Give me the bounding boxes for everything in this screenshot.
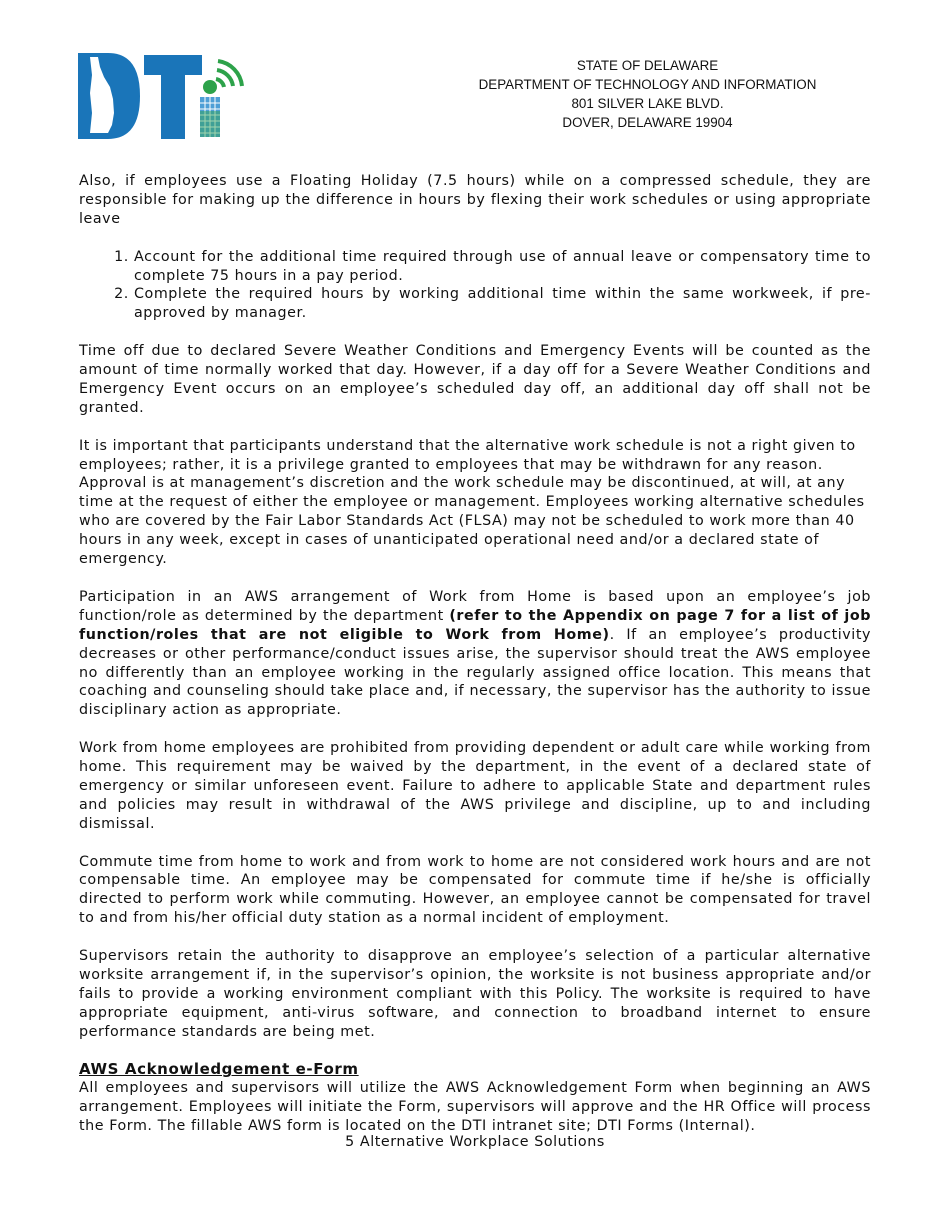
list-item: 2. Complete the required hours by working additional time within the same workweek, if pre-approved by manager. (134, 285, 871, 323)
paragraph-privilege: It is important that participants understand that the alternative work schedule is not a right given to employees; rather, it is a privilege granted to employees that may be withdrawn for any reason. Approval is at management’s discretion and the work schedule may be discontinued, at will, at any time at the request of either the employee or management. Employees working alternative schedules who are covered by the Fair Labor Standards Act (FLSA) may not be scheduled to work more than 40 hours in any week, except in cases of unanticipated operational need and/or a declared state of emergency. (79, 437, 865, 568)
paragraph-dependent-care: Work from home employees are prohibited from providing dependent or adult care while working from home. This requirement may be waived by the department, in the event of a declared state of emergency or similar unforeseen event. Failure to adhere to applicable State and department rules and policies may result in withdrawal of the AWS privilege and discipline, up to and including dismissal. (79, 740, 871, 832)
paragraph-floating-holiday: Also, if employees use a Floating Holiday (7.5 hours) while on a compressed schedule, they are responsible for making up the difference in hours by flexing their work schedules or using appropriate leave (79, 173, 871, 227)
makeup-options-list (79, 248, 871, 324)
dti-logo (78, 53, 248, 139)
participation-text-end: . If an employee’s productivity decreases or other performance/conduct issues arise, the supervisor should treat the AWS employee no differently than an employee working in the regularly assigned office location. This means that coaching and counseling should take place and, if necessary, the supervisor has the authority to issue disciplinary action as appropriate. (79, 626, 871, 719)
appendix-reference: (refer to the Appendix on page 7 for a list of job function/roles that are not eligible to Work from Home) (79, 607, 871, 643)
dti-logo-graphic (78, 53, 248, 139)
agency-address (470, 56, 825, 132)
paragraph-severe-weather: Time off due to declared Severe Weather Conditions and Emergency Events will be counted as the amount of time normally worked that day. However, if a day off for a Severe Weather Conditions and Emergency Event occurs on an employee’s scheduled day off, an additional day off shall not be granted. (79, 343, 871, 416)
participation-text-start: Participation in an AWS arrangement of Work from Home is based upon an employee’s job function/role as determined by the department (79, 588, 871, 624)
paragraph-supervisors: Supervisors retain the authority to disapprove an employee’s selection of a particular alternative worksite arrangement if, in the supervisor’s opinion, the worksite is not business appropriate and/or fails to provide a working environment compliant with this Policy. The worksite is required to have appropriate equipment, anti-virus software, and connection to broadband internet to ensure performance standards are being met. (79, 948, 871, 1040)
paragraph-participation (79, 588, 871, 720)
section-title-eform: AWS Acknowledgement e-Form (79, 1060, 359, 1079)
paragraph-eform: All employees and supervisors will utilize the AWS Acknowledgement Form when beginning an AWS arrangement. Employees will initiate the Form, supervisors will approve and the HR Office will process the Form. The fillable AWS form is located on the DTI intranet site; DTI Forms (Internal). (79, 1080, 871, 1135)
address-line-state: STATE OF DELAWARE (576, 58, 719, 73)
address-line-street: 801 SILVER LAKE BLVD. (571, 96, 724, 111)
list-item: 1. Account for the additional time required through use of annual leave or compensatory time to complete 75 hours in a pay period. (134, 248, 871, 286)
page-footer: 5 Alternative Workplace Solutions (345, 1134, 605, 1150)
address-line-department: DEPARTMENT OF TECHNOLOGY AND INFORMATION (478, 77, 817, 92)
paragraph-commute: Commute time from home to work and from work to home are not considered work hours and are not compensable time. An employee may be compensated for commute time if he/she is officially directed to perform work while commuting. However, an employee cannot be compensated for travel to and from his/her official duty station as a normal incident of employment. (79, 853, 871, 927)
address-line-city: DOVER, DELAWARE 19904 (562, 115, 733, 130)
document-body (79, 172, 871, 1136)
